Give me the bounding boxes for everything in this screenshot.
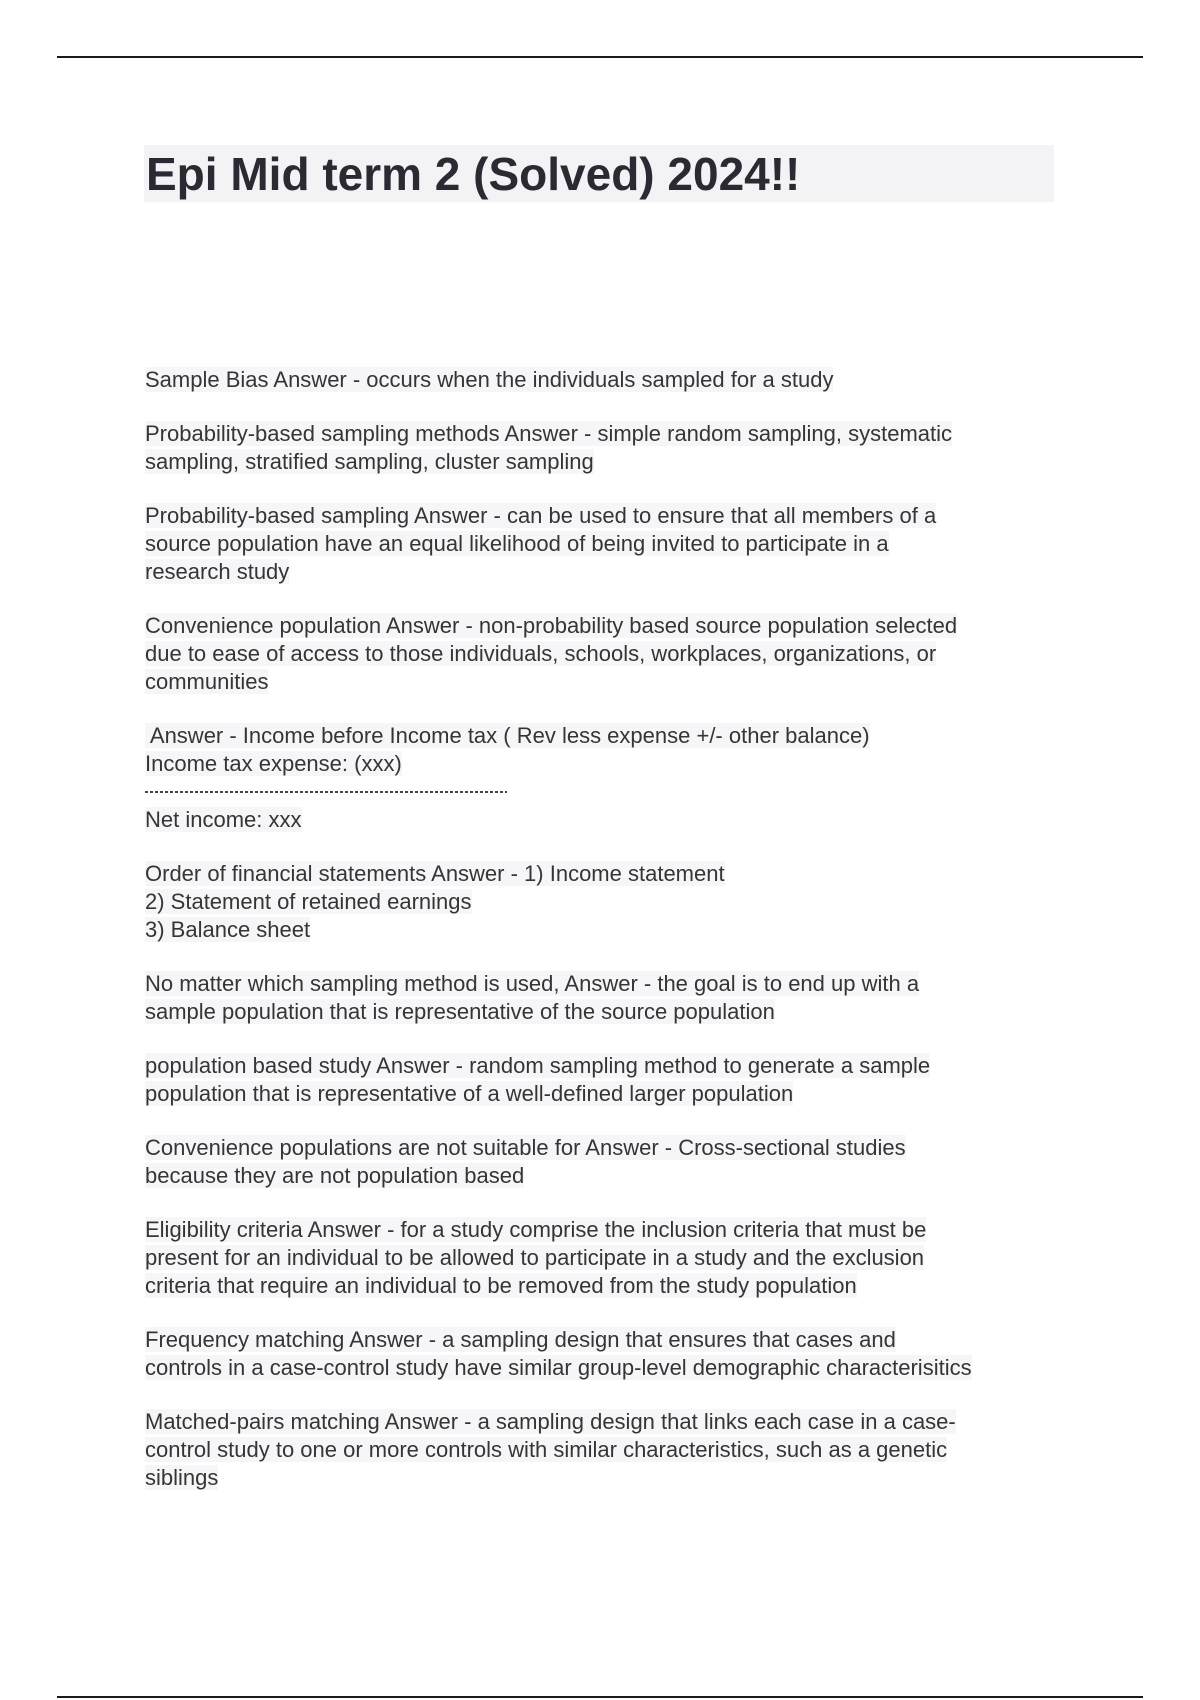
entry-line: Income tax expense: (xxx) <box>145 751 402 776</box>
entry-line: due to ease of access to those individuals, schools, workplaces, organizations, or <box>145 641 937 666</box>
entry-line: sampling, stratified sampling, cluster sampling <box>145 449 594 474</box>
qa-entry <box>145 1052 1065 1108</box>
document-body <box>145 366 1065 1518</box>
entry-line: source population have an equal likelihood of being invited to participate in a <box>145 531 889 556</box>
entry-line: criteria that require an individual to be removed from the study population <box>145 1273 857 1298</box>
qa-entry <box>145 420 1065 476</box>
entry-line: Eligibility criteria Answer - for a study comprise the inclusion criteria that must be <box>145 1217 927 1242</box>
qa-entry <box>145 612 1065 696</box>
entry-line: 2) Statement of retained earnings <box>145 889 472 914</box>
qa-entry <box>145 860 1065 944</box>
entry-line: Frequency matching Answer - a sampling design that ensures that cases and <box>145 1327 896 1352</box>
entry-line: communities <box>145 669 269 694</box>
entry-line: Order of financial statements Answer - 1) Income statement <box>145 861 725 886</box>
entry-line: siblings <box>145 1465 219 1490</box>
entry-line: present for an individual to be allowed to participate in a study and the exclusion <box>145 1245 925 1270</box>
entry-line: Net income: xxx <box>145 807 302 832</box>
entry-line: population based study Answer - random sampling method to generate a sample <box>145 1053 931 1078</box>
entry-line: research study <box>145 559 290 584</box>
entry-line: Convenience populations are not suitable for Answer - Cross-sectional studies <box>145 1135 906 1160</box>
qa-entry <box>145 1134 1065 1190</box>
entry-line: because they are not population based <box>145 1163 525 1188</box>
qa-entry <box>145 722 1065 834</box>
entry-line: Answer - Income before Income tax ( Rev less expense +/- other balance) <box>145 723 870 748</box>
qa-entry <box>145 502 1065 586</box>
entry-line: control study to one or more controls with similar characteristics, such as a genetic <box>145 1437 948 1462</box>
page-title: Epi Mid term 2 (Solved) 2024!! <box>146 148 801 200</box>
top-rule <box>57 56 1143 58</box>
qa-entry <box>145 366 1065 394</box>
qa-entry <box>145 1216 1065 1300</box>
entry-line: Probability-based sampling Answer - can be used to ensure that all members of a <box>145 503 937 528</box>
entry-line: controls in a case-control study have similar group-level demographic characterisitics <box>145 1355 972 1380</box>
entry-line: sample population that is representative of the source population <box>145 999 775 1024</box>
qa-entry <box>145 970 1065 1026</box>
entry-line: Probability-based sampling methods Answer - simple random sampling, systematic <box>145 421 953 446</box>
entry-line: Matched-pairs matching Answer - a sampling design that links each case in a case- <box>145 1409 956 1434</box>
dashed-separator <box>145 791 507 793</box>
qa-entry <box>145 1326 1065 1382</box>
entry-line: population that is representative of a well-defined larger population <box>145 1081 794 1106</box>
entry-line: Convenience population Answer - non-probability based source population selected <box>145 613 958 638</box>
entry-line: 3) Balance sheet <box>145 917 311 942</box>
bottom-rule <box>57 1696 1143 1698</box>
entry-line: Sample Bias Answer - occurs when the individuals sampled for a study <box>145 367 834 392</box>
qa-entry <box>145 1408 1065 1492</box>
entry-line: No matter which sampling method is used, Answer - the goal is to end up with a <box>145 971 920 996</box>
